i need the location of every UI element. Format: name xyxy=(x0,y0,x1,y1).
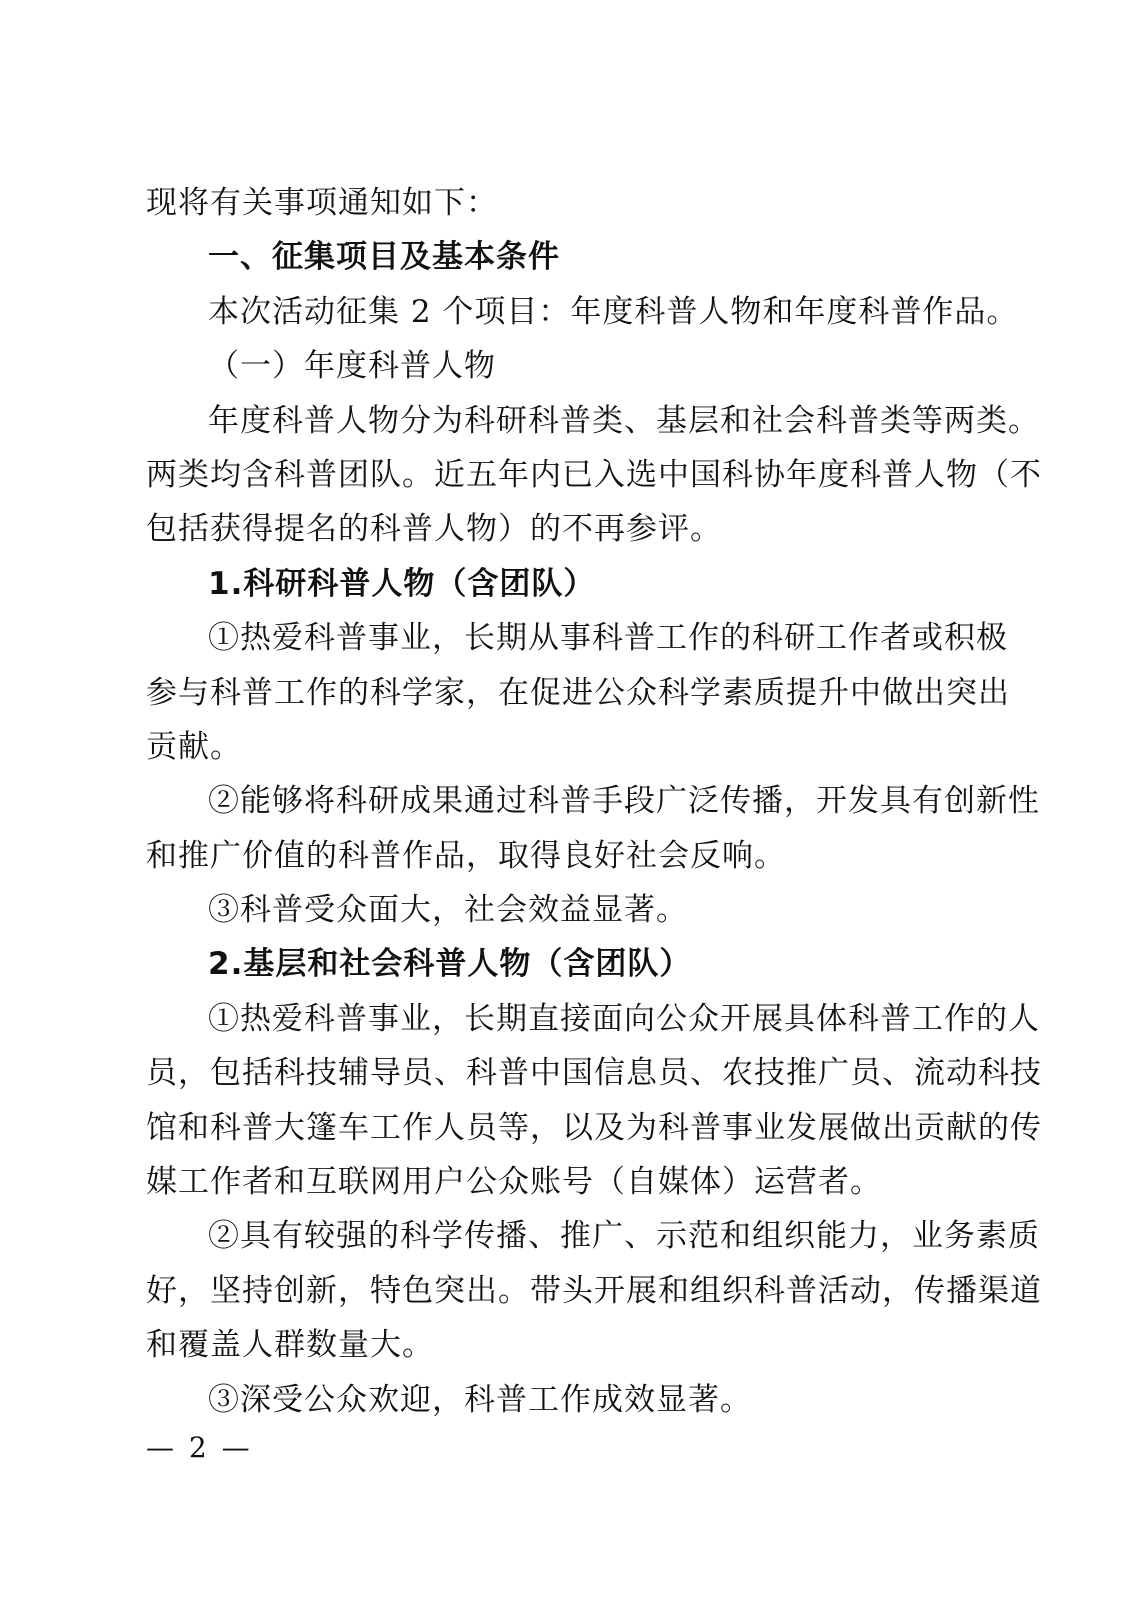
paragraph-line: 两类均含科普团队。近五年内已入选中国科协年度科普人物（不 xyxy=(146,456,1042,493)
criterion-line: 馆和科普大篷车工作人员等，以及为科普事业发展做出贡献的传 xyxy=(146,1109,1042,1146)
paragraph-line: 年度科普人物分为科研科普类、基层和社会科普类等两类。 xyxy=(208,402,1040,439)
body-text xyxy=(146,176,1042,1427)
criterion-line: ③科普受众面大，社会效益显著。 xyxy=(208,892,688,929)
criterion-line: 员，包括科技辅导员、科普中国信息员、农技推广员、流动科技 xyxy=(146,1055,1042,1092)
criterion-line: 好，坚持创新，特色突出。带头开展和组织科普活动，传播渠道 xyxy=(146,1272,1042,1309)
criterion-line: 贡献。 xyxy=(146,728,242,765)
criterion-line: 媒工作者和互联网用户公众账号（自媒体）运营者。 xyxy=(146,1164,882,1201)
criterion-line: ①热爱科普事业，长期从事科普工作的科研工作者或积极 xyxy=(208,620,1008,657)
paragraph-line: 本次活动征集 2 个项目：年度科普人物和年度科普作品。 xyxy=(208,293,1019,330)
criterion-line: 和推广价值的科普作品，取得良好社会反响。 xyxy=(146,837,786,874)
category-heading-1: 1.科研科普人物（含团队） xyxy=(208,565,596,602)
criterion-line: 参与科普工作的科学家，在促进公众科学素质提升中做出突出 xyxy=(146,674,1010,711)
criterion-line: 和覆盖人群数量大。 xyxy=(146,1327,434,1364)
page-number: — 2 — xyxy=(146,1431,253,1464)
criterion-line: ①热爱科普事业，长期直接面向公众开展具体科普工作的人 xyxy=(208,1000,1040,1037)
criterion-line: ②具有较强的科学传播、推广、示范和组织能力，业务素质 xyxy=(208,1218,1040,1255)
criterion-line: ③深受公众欢迎，科普工作成效显著。 xyxy=(208,1381,752,1418)
subsection-heading-1: （一）年度科普人物 xyxy=(208,348,496,385)
intro-line: 现将有关事项通知如下： xyxy=(146,185,498,221)
criterion-line: ②能够将科研成果通过科普手段广泛传播，开发具有创新性 xyxy=(208,783,1040,820)
paragraph-line: 包括获得提名的科普人物）的不再参评。 xyxy=(146,511,722,548)
section-heading-1: 一、征集项目及基本条件 xyxy=(208,239,560,276)
category-heading-2: 2.基层和社会科普人物（含团队） xyxy=(208,946,692,983)
